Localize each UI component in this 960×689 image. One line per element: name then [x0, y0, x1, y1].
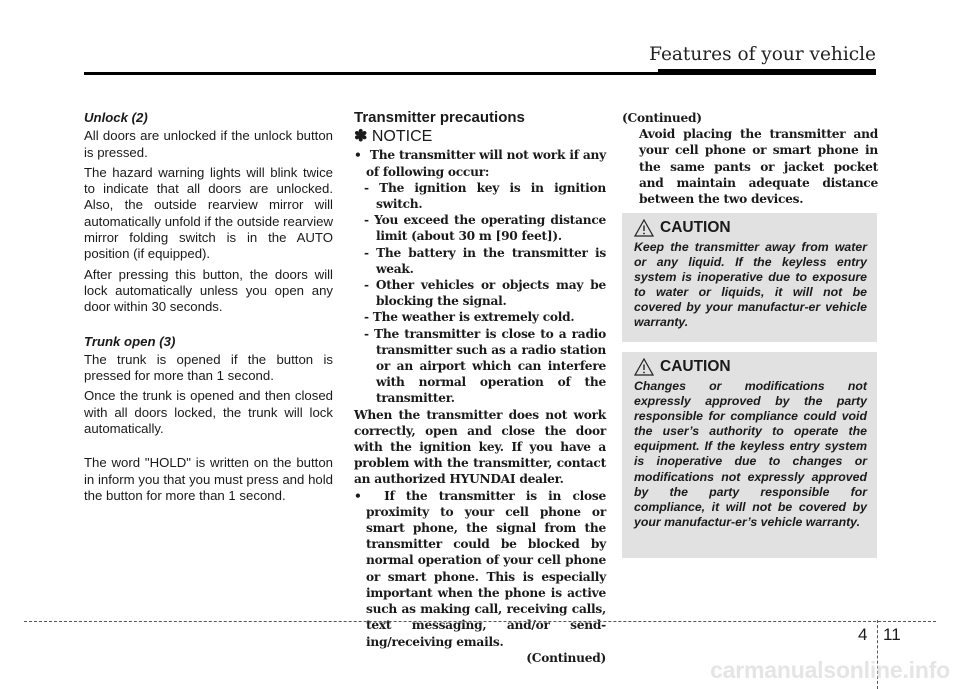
notice-bullet [354, 147, 606, 179]
watermark: carmanualsonline.info [710, 657, 950, 683]
continued-text: Avoid placing the transmitter and your cell phone or smart phone in the same pants or jacket pocket and maintain adequate distance between the two devices. [639, 127, 878, 207]
caution-title: CAUTION [660, 358, 731, 375]
chapter-number: 4 [858, 625, 868, 644]
header-rule-accent [658, 69, 876, 75]
unlock-paragraph: The hazard warning lights will blink twice to indicate that all doors are unlocked. Also, the outside rearview mirror will automatically unfold if the outside rearview mirror folding switch is in the AUTO position (if equipped). [84, 164, 333, 262]
right-column-text [622, 110, 878, 207]
bullet-text: If the transmitter is in close proximity to your cell phone or smart phone, the signal from the transmitter could be blocked by normal operation of your cell phone or smart phone. This is especially important when the phone is active such as making call, receiving calls, text messaging, and/or send-ing/receiving emails. [366, 488, 606, 649]
unlock-paragraph: After pressing this button, the doors will lock automatically unless you open any door within 30 seconds. [84, 266, 333, 315]
section-title: Transmitter precautions [354, 109, 525, 126]
caution-box [622, 352, 877, 558]
page-header-title: Features of your vehicle [649, 44, 876, 65]
middle-column [354, 110, 606, 666]
caution-title-row [634, 219, 867, 237]
spacer [84, 441, 333, 455]
notice-label: NOTICE [371, 128, 433, 146]
continued-label: (Continued) [526, 650, 606, 665]
header-rule [84, 72, 876, 75]
dash-item: - The ignition key is in ignition switch. [364, 180, 606, 212]
dash-item: - Other vehicles or objects may be blocking the signal. [364, 278, 606, 309]
caution-text: Changes or modifications not expressly approved by the party responsible for compliance could void the user’s authority to operate the equipment. If the keyless entry system is inoperative due to changes or modifications not expressly approved by the party responsible for compliance, it will not be covered by your manufactur-er’s vehicle warranty. [634, 379, 867, 529]
left-column [84, 110, 333, 508]
trunk-paragraph: Once the trunk is opened and then closed with all doors locked, the trunk will lock automatically. [84, 388, 333, 437]
trunk-heading: Trunk open (3) [84, 333, 176, 349]
warning-triangle-icon [634, 358, 654, 376]
hold-paragraph: The word "HOLD" is written on the button in inform you that you must press and hold the button for more than 1 second. [84, 455, 333, 503]
trunk-paragraph: The trunk is opened if the button is pressed for more than 1 second. [84, 351, 333, 384]
caution-text: Keep the transmitter away from water or any liquid. If the keyless entry system is inoperative due to exposure to water or liquids, it will not be covered by your manufactur-er vehicle warranty. [634, 240, 867, 330]
caution-box [622, 213, 877, 342]
bullet-icon: • [354, 148, 362, 163]
spacer [84, 320, 333, 334]
warning-triangle-icon [634, 219, 654, 237]
dash-item: - The battery in the transmitter is weak. [364, 245, 606, 276]
bullet-icon: • [354, 488, 362, 503]
after-dash-text: When the transmitter does not work correctly, open and close the door with the ignition key. If you have a problem with the transmitter, contact an authorized HYUNDAI dealer. [354, 407, 606, 487]
notice-star-icon: ✽ [354, 128, 368, 146]
dash-item: - The transmitter is close to a radio transmitter such as a radio station or an airport which can interfere with normal operation of the transmitter. [364, 326, 606, 406]
bullet-text: The transmitter will not work if any of following occur: [366, 148, 606, 179]
dash-item: - You exceed the operating distance limit (about 30 m [90 feet]). [364, 213, 606, 244]
caution-title-row [634, 358, 867, 376]
notice-heading [354, 129, 606, 145]
notice-bullet [354, 488, 606, 650]
unlock-heading: Unlock (2) [84, 110, 148, 125]
page-number: 11 [883, 625, 901, 644]
unlock-paragraph: All doors are unlocked if the unlock button is pressed. [84, 128, 333, 160]
dash-item: - The weather is extremely cold. [364, 310, 575, 325]
caution-title: CAUTION [660, 219, 731, 236]
footer-rule [24, 621, 936, 622]
continued-label: (Continued) [622, 111, 702, 125]
